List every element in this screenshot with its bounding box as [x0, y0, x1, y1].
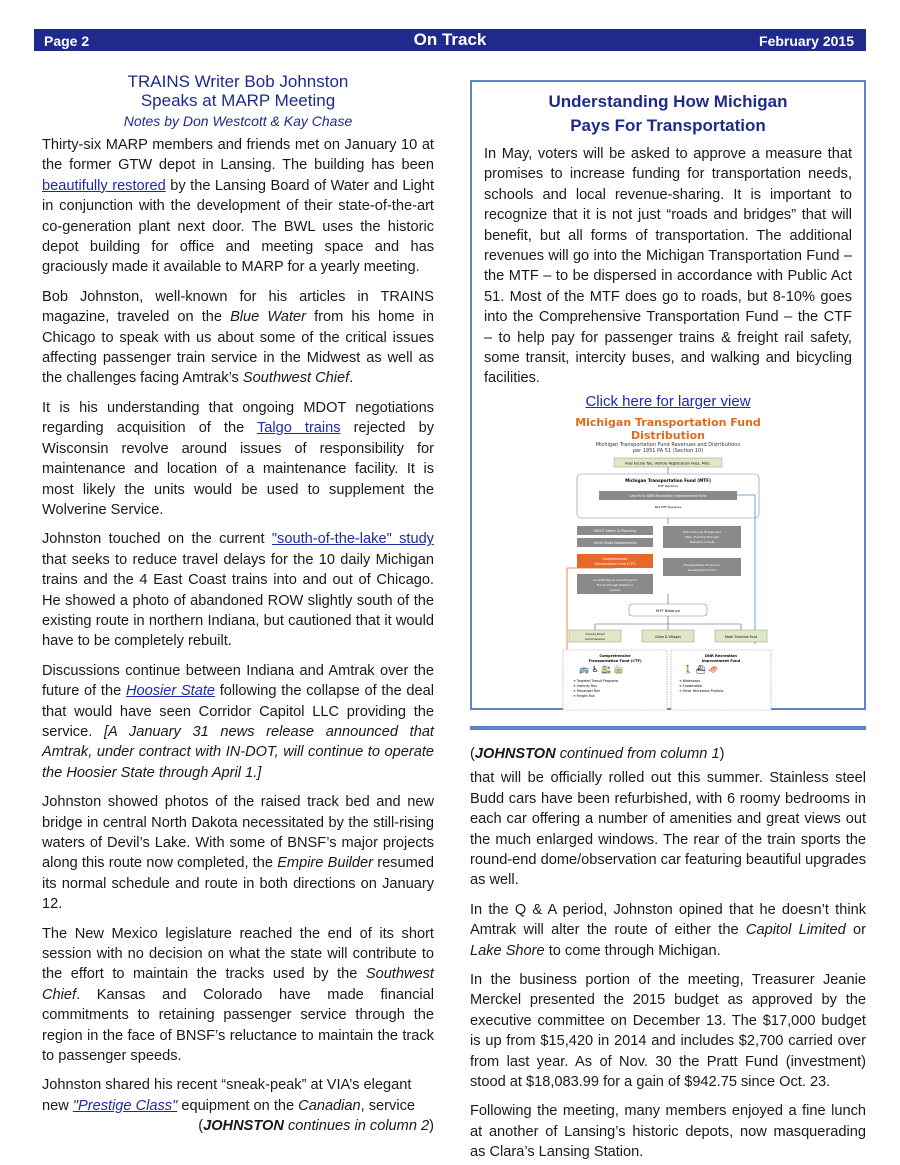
- svg-text:MTF Balance: MTF Balance: [655, 607, 681, 613]
- svg-text:➔ Freight Rail: ➔ Freight Rail: [573, 693, 595, 698]
- svg-text:➔ Intercity Bus: ➔ Intercity Bus: [573, 683, 597, 688]
- svg-text:Rail Crossing, Bridge and: Rail Crossing, Bridge and: [683, 529, 721, 534]
- prestige-class-link[interactable]: "Prestige Class": [72, 1097, 178, 1114]
- svg-text:Development Fund: Development Fund: [687, 567, 717, 572]
- sidebar-box: [470, 80, 866, 710]
- left-column: [42, 72, 434, 1134]
- issue-date: February 2015: [759, 33, 854, 49]
- continuation-note: (JOHNSTON continues in column 2): [198, 1118, 434, 1135]
- svg-text:County Road: County Road: [585, 631, 605, 636]
- svg-text:🚶 ⛴ 🛷: 🚶 ⛴ 🛷: [683, 664, 719, 674]
- svg-text:Comprehensive: Comprehensive: [599, 653, 631, 658]
- svg-text:Commissions: Commissions: [585, 636, 605, 641]
- svg-text:➔ Targeted Transit Programs: ➔ Targeted Transit Programs: [573, 678, 619, 683]
- svg-text:Transportation Fund (CTF): Transportation Fund (CTF): [588, 658, 642, 663]
- larger-view-link[interactable]: Click here for larger view: [585, 392, 751, 410]
- right-column: [470, 80, 866, 1165]
- paragraph: Bob Johnston, well-known for his articles in TRAINS magazine, traveled on the Blue Water from his home in Chicago to speak with us about some of the critical issues affecting passenger train service in the Midwest as well as the challenges facing Amtrak’s Southwest Chief.: [42, 288, 434, 387]
- article-byline: Notes by Don Westcott & Kay Chase: [123, 113, 353, 129]
- svg-text:MTF Revenue: MTF Revenue: [657, 483, 679, 488]
- beautifully-restored-link[interactable]: beautifully restored: [42, 177, 166, 194]
- svg-text:Improvement Fund: Improvement Fund: [701, 658, 741, 663]
- svg-text:Fuel Excise Tax, Vehicle Regis: Fuel Excise Tax, Vehicle Registration Fees, Misc.: [625, 461, 711, 466]
- svg-text:Net MTF Revenue: Net MTF Revenue: [654, 504, 682, 509]
- hoosier-state-link[interactable]: Hoosier State: [125, 683, 216, 700]
- paragraph: The New Mexico legislature reached the end of its short session with no decision on what the state will contribute to the effort to maintain the tracks used by the Southwest Chief. Kansas and Colorado have made financial commitments to retaining passenger service through the region in the face of BNSF’s reluctance to maintain the track to passenger speeds.: [42, 925, 434, 1065]
- paragraph: Following the meeting, many members enjoyed a fine lunch at another of Lansing’s historic depots, now masquerading as Clara’s Lansing Station.: [470, 1103, 866, 1161]
- svg-text:Statutory Grants: Statutory Grants: [689, 539, 715, 544]
- paragraph: It is his understanding that ongoing MDOT negotiations regarding acquisition of the Talgo trains rejected by Wisconsin revolve around issues of responsibility for maintenance and location of a maintenance facility. It is most likely the units would be used to supplement the Wolverine Service.: [42, 399, 434, 518]
- svg-text:🚌 ♿ 🚉 🚋: 🚌 ♿ 🚉 🚋: [579, 664, 624, 674]
- svg-text:Transportation Fund (CTF): Transportation Fund (CTF): [594, 561, 636, 566]
- sidebar-title: Understanding How Michigan Pays For Transportation: [548, 92, 788, 135]
- svg-text:➔ Passenger Rail: ➔ Passenger Rail: [573, 688, 600, 693]
- paragraph: Johnston shared his recent “sneak-peak” at VIA’s elegant new "Prestige Class" equipment on the Canadian, service: [42, 1077, 415, 1114]
- svg-text:State Trunkline Fund: State Trunkline Fund: [724, 634, 758, 639]
- svg-text:Less % to DNR Recreation Impro: Less % to DNR Recreation Improvement Fund: [629, 493, 707, 498]
- larger-view-row: [484, 393, 852, 410]
- paragraph: In the business portion of the meeting, Treasurer Jeanie Merckel presented the 2015 budget as approved by the executive committee on December 13. The $17,000 budget is up from $15,420 in 2014 and includes $2,700 carried over from last year. As of Nov. 30 the Pratt Fund (investment) stood at $18,083.99 for a gain of $942.75 since Oct. 23.: [470, 971, 866, 1090]
- svg-text:Misc. Funding through: Misc. Funding through: [685, 534, 719, 539]
- paragraph: Thirty-six MARP members and friends met on January 10 at the former GTW depot in Lansing. The building has been beautifully restored by the Lansing Board of Water and Light in conjunction with the development of their state-of-the-art co-generation plant next door. The BWL uses the historic depot building for office and meeting space and has graciously made it available to MARP for a yearly meeting.: [42, 137, 434, 276]
- article-title: TRAINS Writer Bob Johnston Speaks at MARP Meeting: [127, 72, 349, 110]
- distribution-figure[interactable]: Michigan Transportation Fund Distribution Michigan Transportation Fund Revenues and Distributions per 1951 PA 51 (Section 10) Fuel Excise Tax, Vehicle Registration Fees, Misc. Michigan Transportation Fund (MTF) MTF Revenue Less % to DNR Recreation Improvement Fund Net MTF Revenue MDOT Admin & Planning Other State Departments Comprehensive Transportation Fund (CTF) Local Bridge & Local Program Funds through Statutory Grants Rail Crossing, Bridge and Misc. Funding through Statutory Grants Transportation Economic Development Fund MTF Balance County Road Commissions Cities & Villages State Trunkline Fund Comprehensive Transportation Fund (CTF) 🚌 ♿ 🚉 🚋 ➔ Targeted Transit Programs ➔ Intercity Bus ➔ Passenger Rail ➔ Freight Rail DNR Recreation Improvement Fund 🚶 ⛴ 🛷 ➔ Waterways ➔ Snowmobile ➔ Other Recreation Projects: [559, 416, 777, 698]
- svg-text:Comprehensive: Comprehensive: [602, 556, 628, 561]
- talgo-trains-link[interactable]: Talgo trains: [256, 420, 341, 437]
- paragraph: Discussions continue between Indiana and Amtrak over the future of the Hoosier State following the collapse of the deal that would have seen Corridor Capitol LLC providing the service. [A January 31 news release announced that Amtrak, under contract with IN-DOT, will continue to operate the Hoosier State through April 1.]: [42, 662, 435, 781]
- svg-text:DNR Recreation: DNR Recreation: [705, 653, 737, 658]
- svg-text:➔ Other Recreation Projects: ➔ Other Recreation Projects: [679, 688, 724, 693]
- south-of-the-lake-link[interactable]: "south-of-the-lake" study: [271, 531, 434, 548]
- page-header: [34, 29, 866, 51]
- svg-text:Michigan Transportation Fund (: Michigan Transportation Fund (MTF): [625, 477, 711, 483]
- distribution-flowchart: [559, 454, 777, 712]
- paragraph: In the Q & A period, Johnston opined that he doesn’t think Amtrak will alter the route of either the Capitol Limited or Lake Shore to come through Michigan.: [470, 901, 867, 959]
- sidebar-text: In May, voters will be asked to approve a measure that promises to increase funding for transportation needs, schools and local revenue-sharing. It is important to recognize that it is not just “roads and bridges” that will benefit, but all forms of transportation. The additional revenues will go into the Michigan Transportation Fund – the MTF – to be dispersed in accordance with Public Act 51. Most of the MTF does go to roads, but 8-10% goes into the Comprehensive Transportation Fund – the CTF – to help pay for passenger trains & freight rail safety, some transit, intercity buses, and walking and bicycling facilities.: [484, 146, 852, 387]
- newsletter-title: On Track: [413, 30, 487, 49]
- paragraph: Johnston showed photos of the raised track bed and new bridge in central North Dakota necessitated by the still-rising waters of Devil’s Lake. With some of BNSF’s major projects along this route now completed, the Empire Builder resumed its normal schedule and route in both directions on January 12.: [42, 794, 434, 913]
- svg-text:Transportation Economic: Transportation Economic: [683, 562, 721, 567]
- paragraph: that will be officially rolled out this summer. Stainless steel Budd cars have been refurbished, with 6 roomy bedrooms in each car offering a number of amenities and great views out the much enlarged windows. The rear of the train sports the round-end dome/observation car featuring beautiful upgrades as well.: [470, 770, 866, 889]
- section-divider: [470, 726, 866, 730]
- svg-text:Funds through Statutory: Funds through Statutory: [596, 582, 634, 587]
- paragraph: Johnston touched on the current "south-of-the-lake" study that seeks to reduce travel delays for the 10 daily Michigan trains and the 4 East Coast trains into and out of Chicago. He showed a photo of abandoned ROW slightly south of the existing route in northern Indiana, but cautioned that it would have to be completely rebuilt.: [42, 531, 434, 650]
- svg-text:Cities & Villages: Cities & Villages: [655, 634, 681, 639]
- svg-text:Local Bridge & Local Program: Local Bridge & Local Program: [592, 577, 638, 582]
- svg-text:➔ Snowmobile: ➔ Snowmobile: [679, 683, 703, 688]
- svg-text:Other State Departments: Other State Departments: [593, 540, 637, 545]
- page-number: Page 2: [44, 33, 90, 49]
- svg-text:➔ Waterways: ➔ Waterways: [679, 678, 701, 683]
- continuation-label: (JOHNSTON continued from column 1): [470, 745, 725, 762]
- svg-text:Grants: Grants: [609, 587, 621, 592]
- svg-text:MDOT Admin & Planning: MDOT Admin & Planning: [594, 528, 636, 533]
- figure-title: Michigan Transportation Fund Distribution: [575, 415, 761, 442]
